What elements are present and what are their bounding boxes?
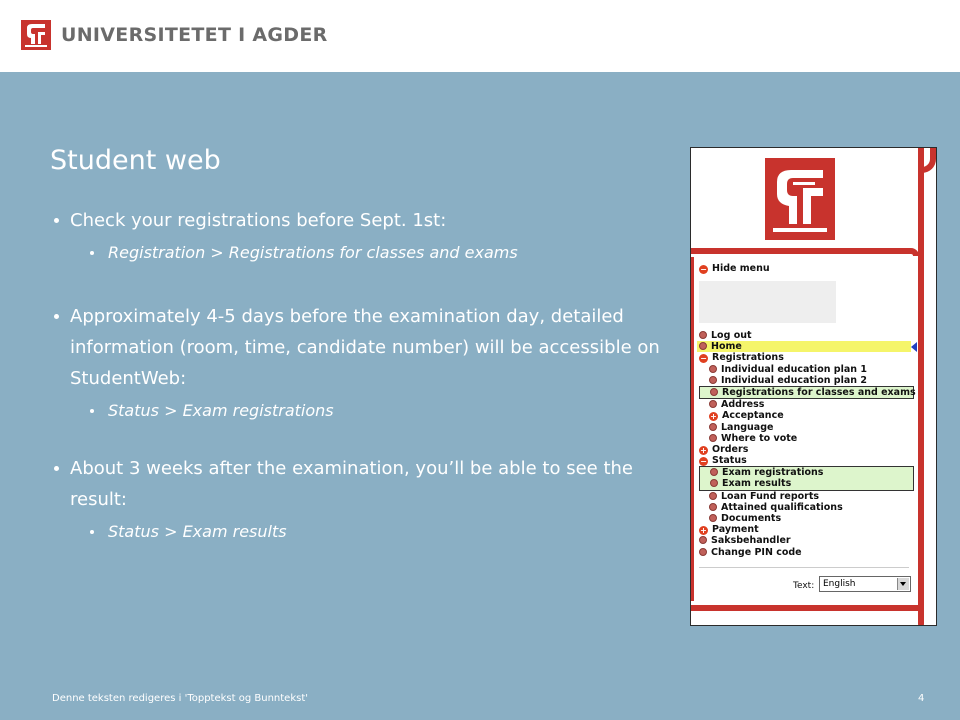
sub-bullet-exam-registrations-path: Status > Exam registrations (52, 399, 662, 423)
menu-item-language[interactable]: Language (699, 422, 914, 433)
collapse-icon: − (700, 265, 707, 274)
red-frame-right (918, 148, 924, 626)
expand-icon: + (700, 526, 707, 536)
page-number: 4 (918, 693, 925, 704)
sub-bullet-registration-path: Registration > Registrations for classes and exams (52, 241, 662, 265)
red-frame-bottom (691, 605, 919, 611)
menu-divider (699, 567, 909, 568)
bullet-icon (699, 331, 707, 339)
menu-item-acceptance[interactable]: + Acceptance (710, 410, 784, 422)
bullet-icon (709, 503, 717, 511)
bullet-icon (710, 479, 718, 487)
menu-item-documents[interactable]: Documents (699, 513, 914, 524)
menu-item-iep1[interactable]: Individual education plan 1 (699, 364, 914, 375)
collapse-icon: − (700, 457, 707, 467)
menu-item-address[interactable]: Address (699, 399, 914, 410)
current-page-arrow-icon (911, 342, 917, 352)
bullet-icon (709, 434, 717, 442)
text-language-label: Text: (793, 581, 815, 591)
menu-item-orders[interactable]: + Orders (700, 443, 749, 455)
bullet-icon (709, 400, 717, 408)
menu-item-logout[interactable]: Log out (699, 330, 914, 341)
bullet-icon (709, 423, 717, 431)
sub-bullet-exam-results-path: Status > Exam results (52, 520, 662, 544)
hide-menu-link[interactable]: − Hide menu (700, 263, 770, 274)
bullet-list (52, 205, 662, 544)
university-logo (21, 20, 328, 50)
red-frame-divider (691, 248, 919, 256)
bullet-icon (709, 492, 717, 500)
menu-item-payment[interactable]: + Payment (700, 524, 759, 536)
studentweb-menu (699, 263, 914, 274)
bullet-icon (710, 468, 718, 476)
header (0, 0, 960, 72)
collapse-icon: − (700, 354, 707, 364)
status-highlight-box (699, 466, 914, 490)
bullet-icon (699, 548, 707, 556)
chevron-down-icon (897, 578, 909, 590)
language-select-value: English (823, 579, 856, 589)
menu-item-registrations[interactable]: − Registrations (700, 352, 784, 364)
menu-item-home[interactable]: Home (697, 341, 911, 352)
menu-item-reg-classes[interactable]: Registrations for classes and exams (699, 386, 914, 399)
language-select[interactable] (819, 576, 911, 592)
footer-text: Denne teksten redigeres i 'Topptekst og Bunntekst' (52, 693, 308, 704)
uia-logo-icon (21, 20, 51, 50)
menu-item-where-to-vote[interactable]: Where to vote (699, 433, 914, 444)
menu-item-change-pin[interactable]: Change PIN code (699, 547, 914, 558)
expand-icon: + (700, 445, 707, 455)
studentweb-nav (699, 330, 914, 558)
menu-item-iep2[interactable]: Individual education plan 2 (699, 375, 914, 386)
bullet-icon (699, 536, 707, 544)
bullet-check-registrations: Check your registrations before Sept. 1st: (52, 205, 662, 236)
bullet-detailed-info: Approximately 4-5 days before the examination day, detailed information (room, time, candidate number) will be accessible on StudentWeb: (52, 301, 662, 394)
logo-text: UNIVERSITETET I AGDER (61, 24, 328, 46)
uia-logo-icon (765, 158, 835, 240)
menu-item-attained[interactable]: Attained qualifications (699, 502, 914, 513)
expand-icon: + (710, 412, 717, 422)
red-frame-left (691, 257, 694, 601)
slide-title: Student web (50, 145, 221, 176)
bullet-icon (709, 376, 717, 384)
bullet-icon (699, 342, 707, 350)
menu-item-loan-fund[interactable]: Loan Fund reports (699, 491, 914, 502)
bullet-results: About 3 weeks after the examination, you’ll be able to see the result: (52, 453, 662, 515)
menu-item-status[interactable]: − Status (700, 455, 747, 467)
blank-panel (699, 281, 836, 323)
bullet-icon (709, 365, 717, 373)
menu-item-exam-results[interactable]: Exam results (700, 478, 913, 489)
menu-item-saksbehandler[interactable]: Saksbehandler (699, 535, 914, 546)
menu-item-exam-registrations[interactable]: Exam registrations (700, 467, 913, 478)
studentweb-screenshot (690, 147, 937, 626)
bullet-icon (709, 514, 717, 522)
bullet-icon (710, 388, 718, 396)
